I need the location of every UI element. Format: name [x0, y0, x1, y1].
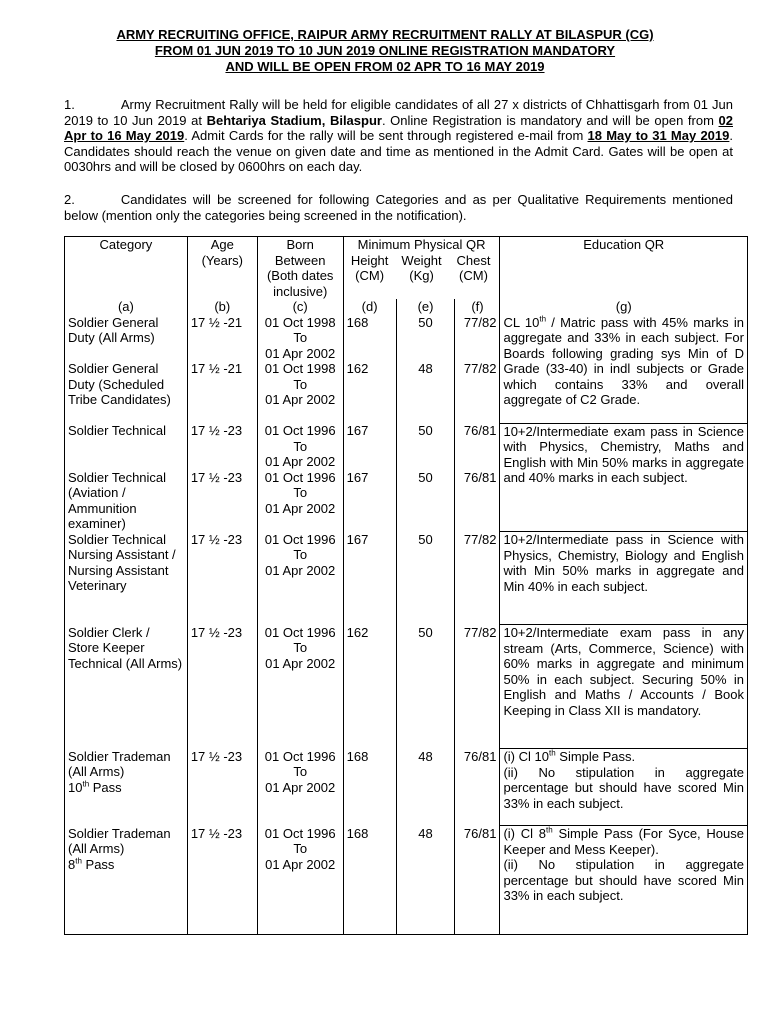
table-row — [65, 826, 748, 935]
letter-d: (d) — [343, 299, 396, 315]
education-gd: CL 10th / Matric pass with 45% marks in aggregate and 33% in each subject. For Boards following grading sys Min of D Grade (33-40) in indl subjects or Grade which contains 33% and overall aggregate of C2 Grade. — [500, 315, 748, 424]
chest-cell: 76/81 — [455, 826, 500, 935]
category-cell: Soldier Technical Nursing Assistant / Nursing Assistant Veterinary — [65, 532, 188, 625]
category-cell: Soldier Clerk / Store Keeper Technical (All Arms) — [65, 625, 188, 749]
category-cell: Soldier Trademan (All Arms) 8th Pass — [65, 826, 188, 935]
weight-cell: 50 — [396, 315, 455, 362]
venue: Behtariya Stadium, Bilaspur — [206, 112, 382, 128]
admit-card-dates: 18 May to 31 May 2019 — [587, 128, 730, 143]
chest-cell: 77/82 — [455, 361, 500, 423]
table-header-row — [65, 237, 748, 300]
chest-cell: 76/81 — [455, 749, 500, 826]
table-row — [65, 532, 748, 625]
registration-dates: 02 Apr to 16 May 2019 — [64, 112, 733, 143]
header-line-1: ARMY RECRUITING OFFICE, RAIPUR ARMY RECRUITMENT RALLY AT BILASPUR (CG) — [116, 27, 654, 42]
born-cell: 01 Oct 1996 To 01 Apr 2002 — [257, 470, 343, 532]
born-cell: 01 Oct 1996 To 01 Apr 2002 — [257, 423, 343, 470]
letter-f: (f) — [455, 299, 500, 315]
age-cell: 17 ½ -23 — [187, 532, 257, 625]
category-cell: Soldier General Duty (All Arms) — [65, 315, 188, 362]
chest-cell: 77/82 — [455, 315, 500, 362]
chest-cell: 77/82 — [455, 532, 500, 625]
table-row — [65, 423, 748, 470]
header-physical-qr: Minimum Physical QR Height Weight Chest (CM) (Kg) (CM) — [343, 237, 500, 300]
weight-cell: 50 — [396, 625, 455, 749]
para-2-number: 2. — [64, 192, 75, 207]
paragraph-1 — [64, 97, 733, 175]
para-1-text-a: Army Recruitment Rally will be held for eligible candidates of all 27 x districts of Chhattisgarh from 01 Jun 2019 to 10 Jun 2019 at — [64, 97, 733, 128]
table-row — [65, 749, 748, 826]
weight-cell: 48 — [396, 749, 455, 826]
category-cell: Soldier Trademan (All Arms) 10th Pass — [65, 749, 188, 826]
paragraph-2 — [64, 192, 733, 223]
weight-cell: 48 — [396, 826, 455, 935]
weight-cell: 50 — [396, 423, 455, 470]
born-cell: 01 Oct 1996 To 01 Apr 2002 — [257, 826, 343, 935]
category-cell: Soldier Technical (Aviation / Ammunition examiner) — [65, 470, 188, 532]
education-trademan-8th: (i) Cl 8th Simple Pass (For Syce, House Keeper and Mess Keeper). (ii) No stipulation in aggregate percentage but should have scored Min 33% in each subject. — [500, 826, 748, 935]
weight-cell: 48 — [396, 361, 455, 423]
physical-qr-title: Minimum Physical QR — [357, 237, 486, 252]
height-cell: 168 — [343, 749, 396, 826]
para-2-text: Candidates will be screened for following Categories and as per Qualitative Requirements mentioned below (mention only the categories being screened in the notification). — [64, 192, 733, 223]
education-trademan-10th: (i) Cl 10th Simple Pass. (ii) No stipulation in aggregate percentage but should have scored Min 33% in each subject. — [500, 749, 748, 826]
letter-c: (c) — [257, 299, 343, 315]
education-technical: 10+2/Intermediate exam pass in Science with Physics, Chemistry, Maths and English with Min 50% marks in aggregate and 40% marks in each subject. — [500, 423, 748, 532]
header-age: Age (Years) — [187, 237, 257, 300]
letter-b: (b) — [187, 299, 257, 315]
height-cell: 167 — [343, 423, 396, 470]
table-letter-row — [65, 299, 748, 315]
chest-cell: 76/81 — [455, 470, 500, 532]
height-cell: 168 — [343, 315, 396, 362]
table-row — [65, 625, 748, 749]
age-cell: 17 ½ -23 — [187, 423, 257, 470]
chest-cell: 77/82 — [455, 625, 500, 749]
age-cell: 17 ½ -21 — [187, 361, 257, 423]
header-line-2: FROM 01 JUN 2019 TO 10 JUN 2019 ONLINE REGISTRATION MANDATORY — [154, 43, 616, 58]
header-education: Education QR — [500, 237, 748, 300]
para-1-text-b: . Online Registration is mandatory and will be open from — [381, 112, 719, 128]
categories-table — [64, 236, 748, 935]
height-cell: 162 — [343, 361, 396, 423]
born-cell: 01 Oct 1996 To 01 Apr 2002 — [257, 625, 343, 749]
weight-cell: 50 — [396, 470, 455, 532]
header-born: Born Between (Both dates inclusive) — [257, 237, 343, 300]
born-cell: 01 Oct 1996 To 01 Apr 2002 — [257, 532, 343, 625]
header-line-3: AND WILL BE OPEN FROM 02 APR TO 16 MAY 2019 — [225, 59, 545, 74]
age-cell: 17 ½ -23 — [187, 625, 257, 749]
height-cell: 167 — [343, 532, 396, 625]
age-cell: 17 ½ -23 — [187, 470, 257, 532]
height-cell: 162 — [343, 625, 396, 749]
para-1-text-d: . Candidates should reach the venue on given date and time as mentioned in the Admit Card. Gates will be open at 0030hrs and will be closed by 0600hrs on each day. — [64, 128, 734, 174]
letter-a: (a) — [65, 299, 188, 315]
born-cell: 01 Oct 1998 To 01 Apr 2002 — [257, 315, 343, 362]
header-category: Category — [65, 237, 188, 300]
born-cell: 01 Oct 1998 To 01 Apr 2002 — [257, 361, 343, 423]
age-cell: 17 ½ -21 — [187, 315, 257, 362]
letter-g: (g) — [500, 299, 748, 315]
para-1-text-c: . Admit Cards for the rally will be sent through registered e-mail from — [184, 128, 588, 143]
category-cell: Soldier Technical — [65, 423, 188, 470]
category-cell: Soldier General Duty (Scheduled Tribe Candidates) — [65, 361, 188, 423]
born-cell: 01 Oct 1996 To 01 Apr 2002 — [257, 749, 343, 826]
age-cell: 17 ½ -23 — [187, 749, 257, 826]
age-cell: 17 ½ -23 — [187, 826, 257, 935]
para-1-number: 1. — [64, 97, 75, 112]
weight-cell: 50 — [396, 532, 455, 625]
table-row — [65, 315, 748, 362]
chest-cell: 76/81 — [455, 423, 500, 470]
education-clerk: 10+2/Intermediate exam pass in any stream (Arts, Commerce, Science) with 60% marks in aggregate and minimum 50% in each subject. Securing 50% in English and Maths / Accounts / Book Keeping in Class XII is mandatory. — [500, 625, 748, 749]
letter-e: (e) — [396, 299, 455, 315]
height-cell: 167 — [343, 470, 396, 532]
education-nursing: 10+2/Intermediate pass in Science with Physics, Chemistry, Biology and English with Min 50% marks in aggregate and Min 40% in each subject. — [500, 532, 748, 625]
height-cell: 168 — [343, 826, 396, 935]
